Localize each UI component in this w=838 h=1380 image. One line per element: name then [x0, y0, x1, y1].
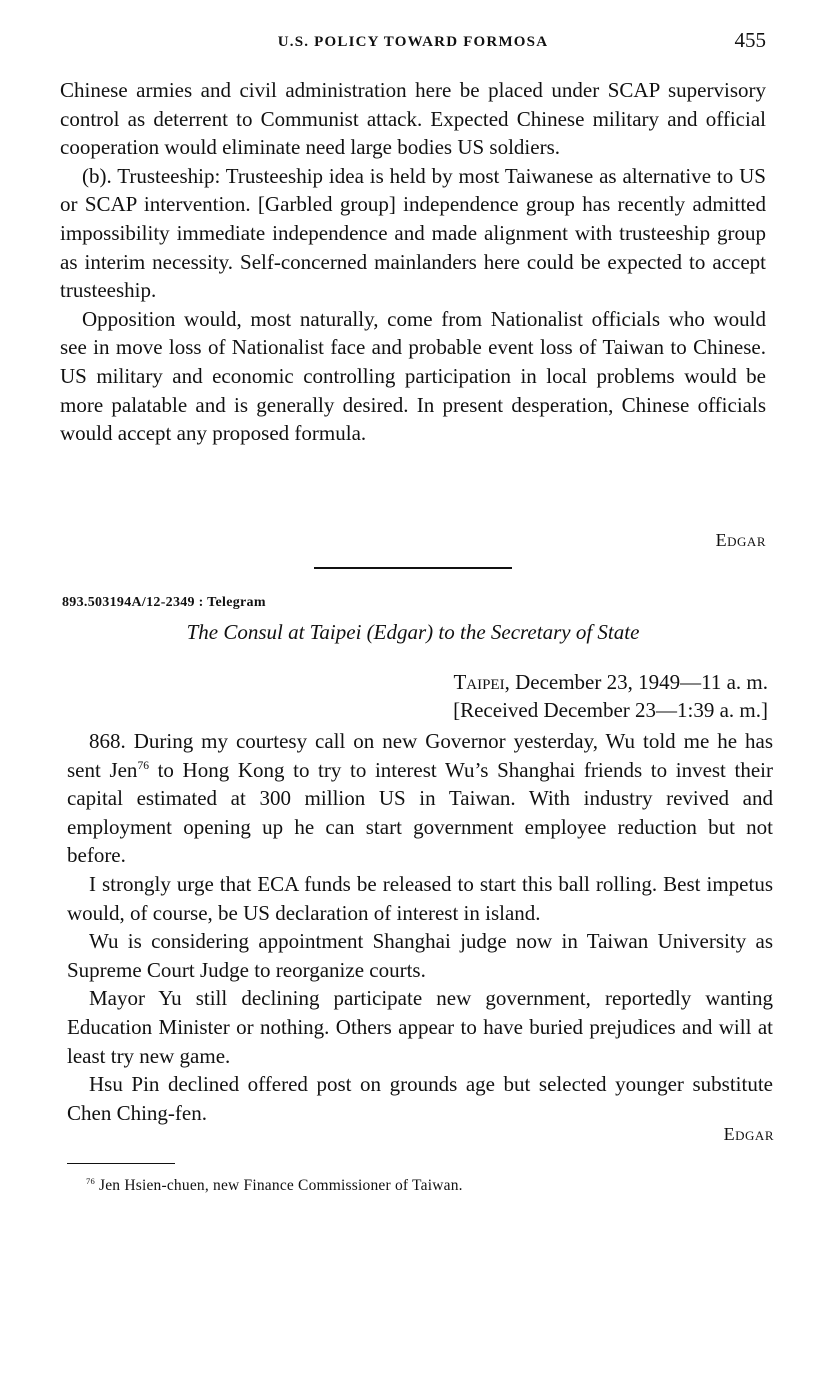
paragraph-eca-funds: I strongly urge that ECA funds be released to start this ball rolling. Best impetus would, of course, be US declaration of interest in island.: [67, 871, 773, 925]
paragraph-opposition: Opposition would, most naturally, come from Nationalist officials who would see in move loss of Nationalist face and probable event loss of Taiwan to Chinese. US military and economic controlling participation in local problems would be more palatable and is generally desired. In present desperation, Chinese officials would accept any proposed formula.: [60, 306, 766, 446]
signature-edgar-2: Edgar: [723, 1124, 774, 1144]
footnote: [86, 1177, 463, 1195]
file-number: 893.503194A/12-2349 : Telegram: [62, 595, 266, 610]
continued-telegram-text: [60, 76, 766, 448]
telegram-868-text: [67, 727, 773, 1127]
section-divider: [314, 567, 512, 569]
paragraph-868-start: 868. During my courtesy call on new Governor yesterday, Wu told me he has sent Jen: [67, 729, 773, 782]
paragraph-trusteeship: (b). Trusteeship: Trusteeship idea is held by most Taiwanese as alternative to US or SCAP intervention. [Garbled group] independence group has recently admitted impossibility immediate independence and made alignment with trusteeship group as interim necessity. Self-concerned mainlanders here could be expected to accept trusteeship.: [60, 163, 766, 303]
page-number: 455: [734, 28, 766, 52]
dateline: [453, 668, 768, 724]
footnote-reference: 76: [137, 759, 149, 772]
paragraph: Chinese armies and civil administration here be placed under SCAP supervisory control as deterrent to Communist attack. Expected Chinese military and official cooperation would eliminate need large bodies US soldiers.: [60, 78, 766, 160]
footnote-number: 76: [86, 1175, 95, 1186]
footnote-text: Jen Hsien-chuen, new Finance Commissioner of Taiwan.: [94, 1177, 463, 1194]
signature-edgar: Edgar: [715, 530, 766, 550]
paragraph-mayor-yu: Mayor Yu still declining participate new government, reportedly wanting Education Minister or nothing. Others appear to have buried prejudices and will at least try new game.: [67, 986, 773, 1068]
dateline-date: December 23, 1949—11 a. m.: [509, 670, 768, 694]
running-title: U.S. POLICY TOWARD FORMOSA: [277, 34, 549, 50]
paragraph-868: [67, 727, 773, 870]
dateline-city: Taipei,: [453, 670, 510, 694]
dateline-sent: [453, 668, 768, 696]
paragraph-judge: Wu is considering appointment Shanghai judge now in Taiwan University as Supreme Court Judge to reorganize courts.: [67, 929, 773, 982]
footnote-divider: [67, 1163, 175, 1164]
page-header: [60, 28, 766, 60]
paragraph-hsu-pin: Hsu Pin declined offered post on grounds age but selected younger substitute Chen Ching-fen.: [67, 1072, 773, 1125]
dateline-received: [Received December 23—1:39 a. m.]: [453, 698, 768, 722]
paragraph-868-rest: to Hong Kong to try to interest Wu’s Shanghai friends to invest their capital estimated at 300 million US in Taiwan. With industry revived and employment opening up he can start government employee reduction but not before.: [67, 757, 773, 868]
document-title: The Consul at Taipei (Edgar) to the Secretary of State: [186, 620, 640, 644]
